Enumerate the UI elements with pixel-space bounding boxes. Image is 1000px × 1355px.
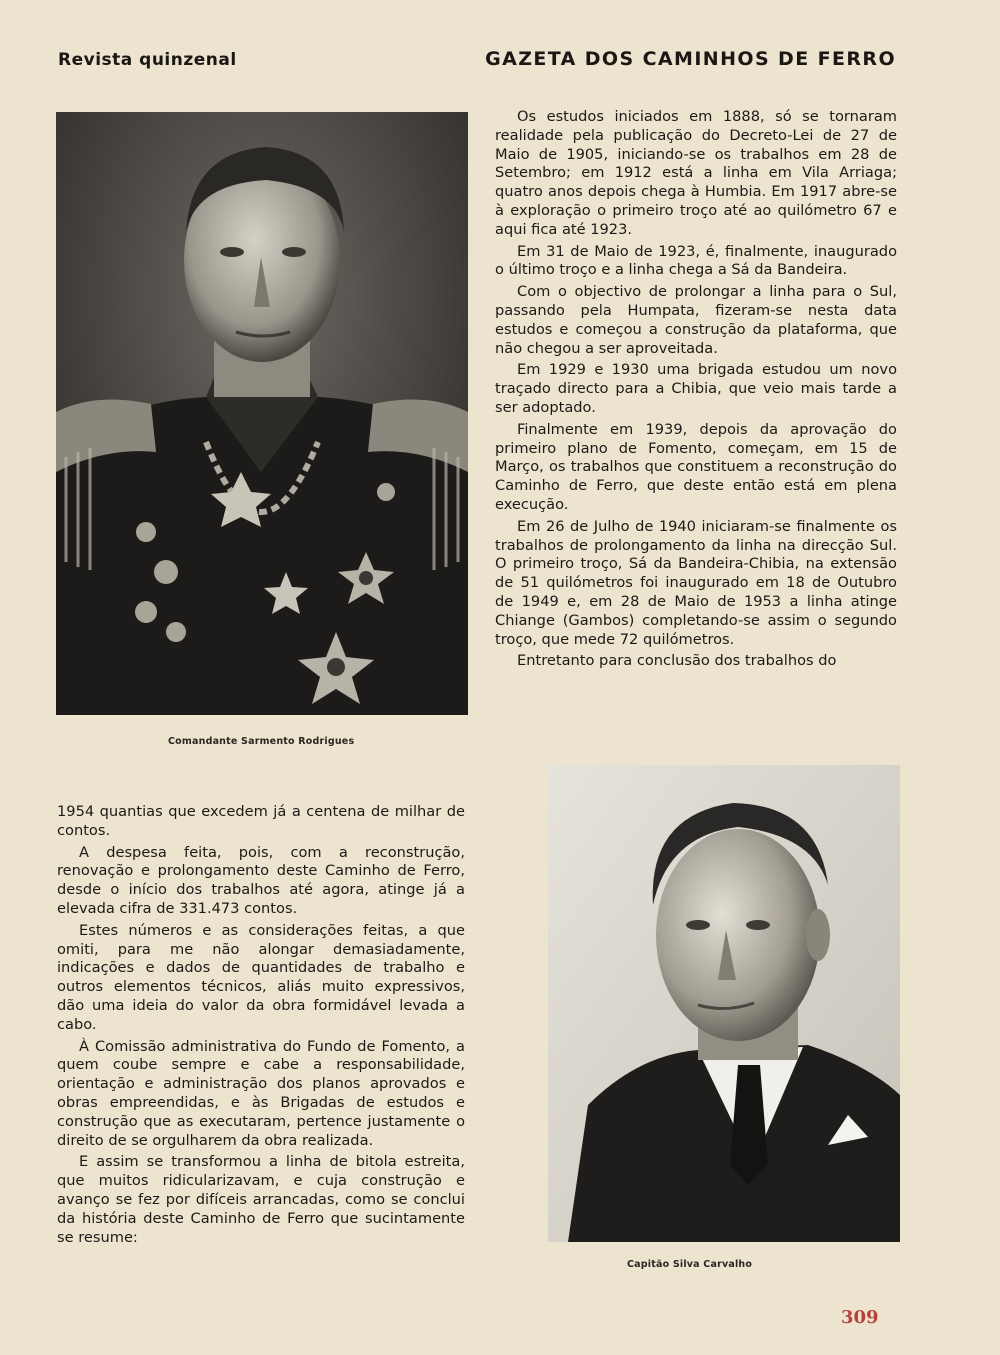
paragraph: Em 31 de Maio de 1923, é, finalmente, inaugurado o último troço e a linha chega a Sá da Bandeira. (495, 242, 897, 279)
top-photo-caption: Comandante Sarmento Rodrigues (168, 736, 355, 747)
paragraph: Estes números e as considerações feitas, a que omiti, para me não alongar demasiadamente, indicações e dados de quantidades de trabalho e outros elementos técnicos, aliás muito expressivos, dão uma ideia do valor da obra formidável levada a cabo. (57, 921, 465, 1033)
paragraph: A despesa feita, pois, com a reconstrução, renovação e prolongamento deste Caminho de Ferro, desde o início dos trabalhos até agora, atinge já a elevada cifra de 331.473 contos. (57, 843, 465, 917)
portrait-photo-silva-carvalho (548, 765, 900, 1242)
header-left: Revista quinzenal (58, 50, 237, 70)
paragraph: E assim se transformou a linha de bitola estreita, que muitos ridicularizavam, e cuja construção e avanço se fez por difíceis arrancadas, como se conclui da história deste Caminho de Ferro que sucintamente se resume: (57, 1153, 465, 1246)
paragraph: Em 1929 e 1930 uma brigada estudou um novo traçado directo para a Chibia, que veio mais tarde a ser adoptado. (495, 361, 897, 416)
portrait-photo-sarmento-rodrigues (56, 112, 468, 715)
paragraph: Com o objectivo de prolongar a linha para o Sul, passando pela Humpata, fizeram-se nesta data estudos e começou a construção da plataforma, que não chegou a ser aproveitada. (495, 283, 897, 357)
paragraph: Finalmente em 1939, depois da aprovação do primeiro plano de Fomento, começam, em 15 de Março, os trabalhos que constituem a reconstrução do Caminho de Ferro, que deste então está em plena execução. (495, 420, 897, 513)
paragraph: À Comissão administrativa do Fundo de Fomento, a quem coube sempre e cabe a responsabilidade, orientação e administração dos planos aprovados e obras empreendidas, e às Brigadas de estudos e construção que as executaram, pertence justamente o direito de se orgulharem da obra realizada. (57, 1037, 465, 1149)
left-column-text (57, 803, 465, 1250)
right-column-text (495, 108, 897, 674)
paragraph: Em 26 de Julho de 1940 iniciaram-se finalmente os trabalhos de prolongamento da linha na direcção Sul. O primeiro troço, Sá da Bandeira-Chibia, na extensão de 51 quilómetros foi inaugurado em 18 de Outubro de 1949 e, em 28 de Maio de 1953 a linha atinge Chiange (Gambos) completando-se assim o segundo troço, que mede 72 quilómetros. (495, 517, 897, 648)
paragraph: 1954 quantias que excedem já a centena de milhar de contos. (57, 803, 465, 839)
header-title: GAZETA DOS CAMINHOS DE FERRO (485, 48, 896, 70)
paragraph: Os estudos iniciados em 1888, só se tornaram realidade pela publicação do Decreto-Lei de 27 de Maio de 1905, iniciando-se os trabalhos em 28 de Setembro; em 1912 está a linha em Vila Arriaga; quatro anos depois chega à Humbia. Em 1917 abre-se à exploração o primeiro troço até ao quilómetro 67 e aqui fica até 1923. (495, 108, 897, 238)
paragraph: Entretanto para conclusão dos trabalhos do (517, 652, 837, 670)
page-number: 309 (841, 1307, 879, 1328)
bottom-photo-caption: Capitão Silva Carvalho (627, 1259, 753, 1270)
